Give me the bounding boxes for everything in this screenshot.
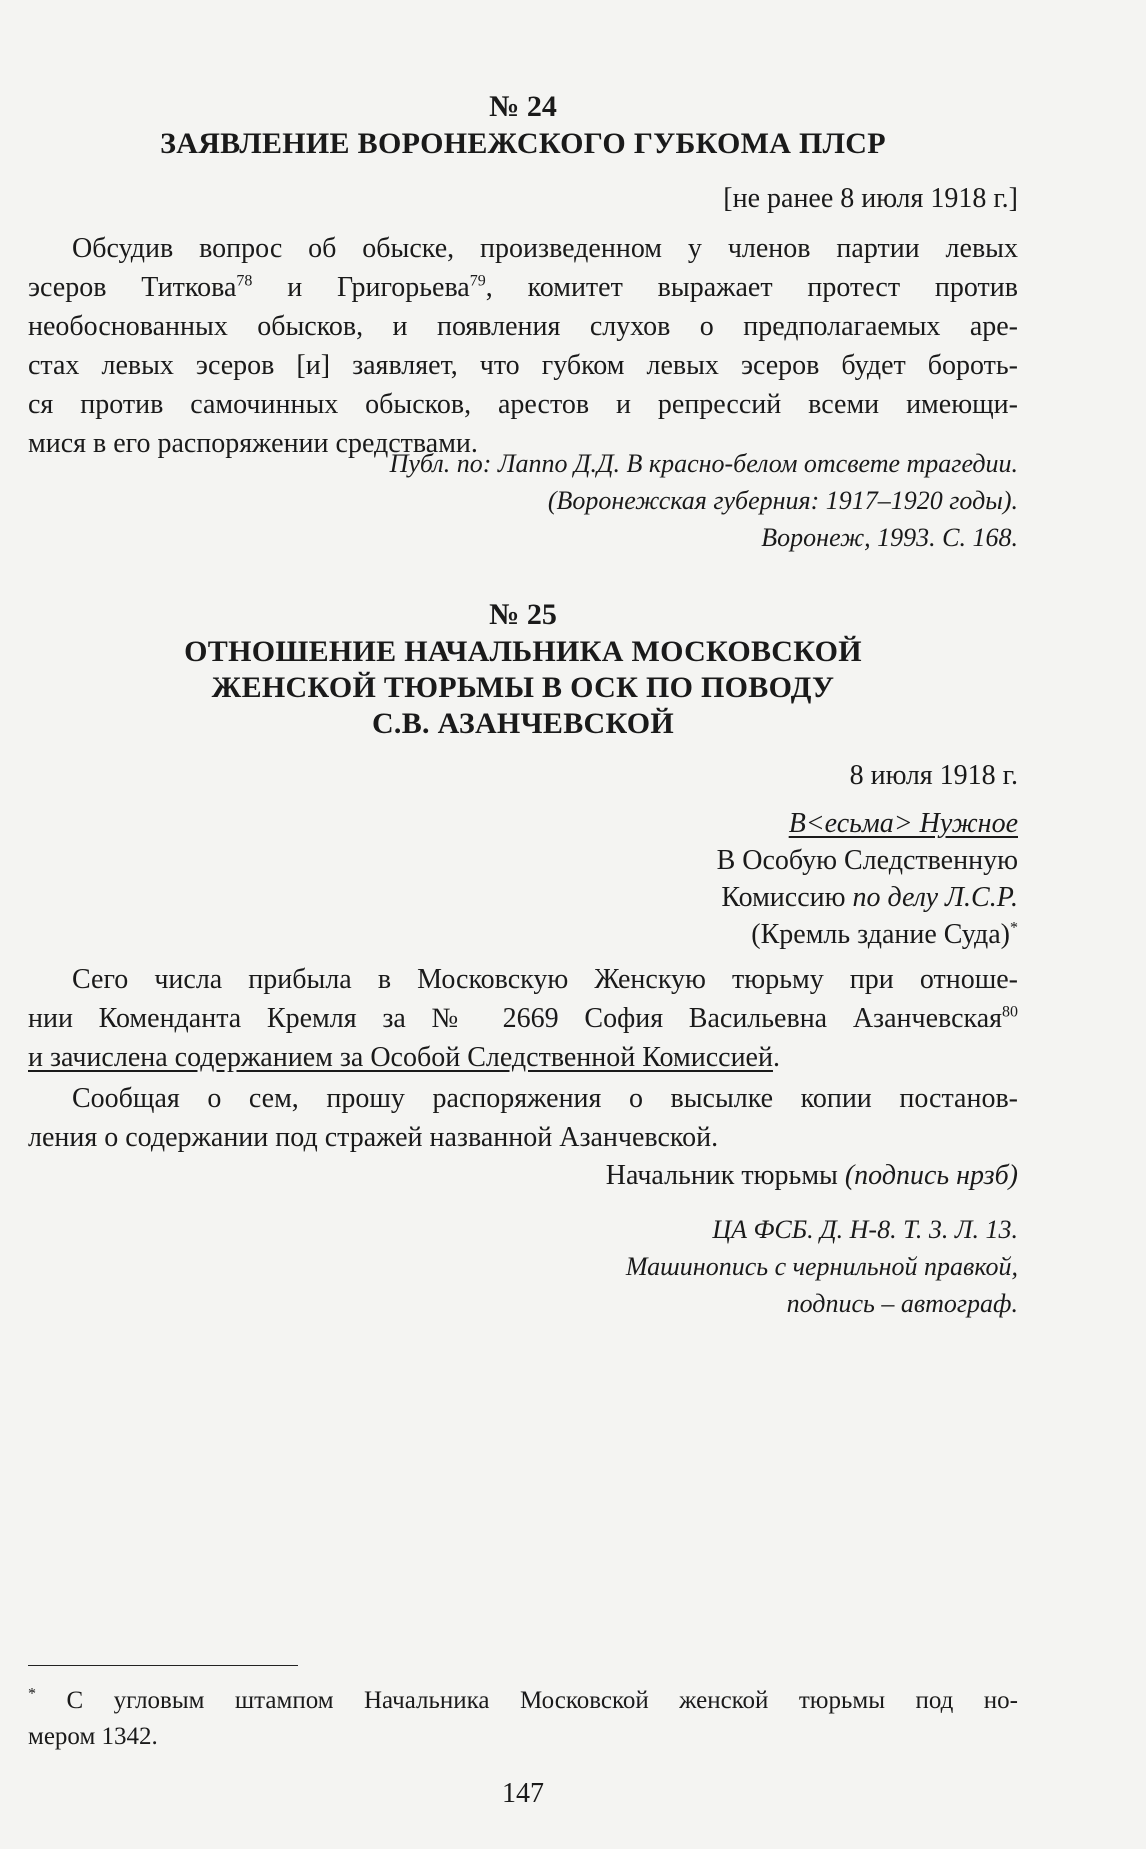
footnote-ref-80: 80 <box>1002 1003 1018 1021</box>
page-number: 147 <box>502 1778 544 1809</box>
document-page <box>28 0 1018 1849</box>
addressee-line: В Особую Следственную <box>716 845 1018 876</box>
doc25-number: № 25 <box>489 598 557 631</box>
doc24-body-line: необоснованных обысков, и появления слухов о предполагаемых аре- <box>28 311 1018 342</box>
doc25-body-line: нии Коменданта Кремля за № 2669 София Васильевна Азанчевская$^{80}$ <box>28 1003 1018 1034</box>
signature: Начальник тюрьмы (подпись нрзб) <box>605 1160 1018 1191</box>
doc25-body-line: и зачислена содержанием за Особой Следственной Комиссией. <box>28 1042 780 1073</box>
doc25-title: ОТНОШЕНИЕ НАЧАЛЬНИКА МОСКОВСКОЙ ЖЕНСКОЙ ТЮРЬМЫ В ОСК ПО ПОВОДУ С.В. АЗАНЧЕВСКОЙ <box>184 635 862 740</box>
urgency-mark: В<есьма> Нужное <box>788 808 1018 839</box>
doc24-body-line: стах левых эсеров [и] заявляет, что губком левых эсеров будет бороть- <box>28 350 1018 381</box>
doc24-body <box>28 229 1018 463</box>
doc25-body-line: Сего числа прибыла в Московскую Женскую тюрьму при отноше- <box>72 964 1018 995</box>
doc24-body-line: Обсудив вопрос об обыске, произведенном у членов партии левых <box>72 233 1018 264</box>
addressee-line: (Кремль здание Суда)* <box>751 919 1018 950</box>
footnote-ref-star: * <box>1010 919 1018 937</box>
doc25-date: 8 июля 1918 г. <box>849 760 1018 791</box>
doc25-body-2 <box>28 1079 1018 1157</box>
doc24-title: ЗАЯВЛЕНИЕ ВОРОНЕЖСКОГО ГУБКОМА ПЛСР <box>160 127 886 160</box>
footnote-ref-78: 78 <box>236 272 253 290</box>
footnote: * С угловым штампом Начальника Московской женской тюрьмы под но- мером 1342. <box>28 1685 1018 1750</box>
addressee-line: Комиссию по делу Л.С.Р. <box>721 882 1018 913</box>
doc25-source: ЦА ФСБ. Д. Н-8. Т. 3. Л. 13. Машинопись с чернильной правкой, подпись – автограф. <box>625 1215 1018 1318</box>
footnote-ref-79: 79 <box>469 272 486 290</box>
doc24-body-line: ся против самочинных обысков, арестов и репрессий всеми имеющи- <box>28 389 1018 420</box>
doc24-source: Публ. по: Лаппо Д.Д. В красно-белом отсвете трагедии. (Воронежская губерния: 1917–1920 годы). Воронеж, 1993. С. 168. <box>389 449 1018 552</box>
doc24-body-line: эсеров Титкова$^{78}$ и Григорьева$^{79}$, комитет выражает протест против <box>28 272 1018 303</box>
doc25-body-line: ления о содержании под стражей названной Азанчевской. <box>28 1122 719 1153</box>
doc24-date: [не ранее 8 июля 1918 г.] <box>723 183 1018 214</box>
doc25-body-1 <box>28 960 1018 1077</box>
doc25-body-line: Сообщая о сем, прошу распоряжения о высылке копии постанов- <box>72 1083 1018 1114</box>
doc24-body-line: мися в его распоряжении средствами. <box>28 428 478 459</box>
footnote-divider <box>28 1665 298 1666</box>
footnote-mark: * <box>28 1685 36 1703</box>
doc24-number: № 24 <box>489 90 557 123</box>
